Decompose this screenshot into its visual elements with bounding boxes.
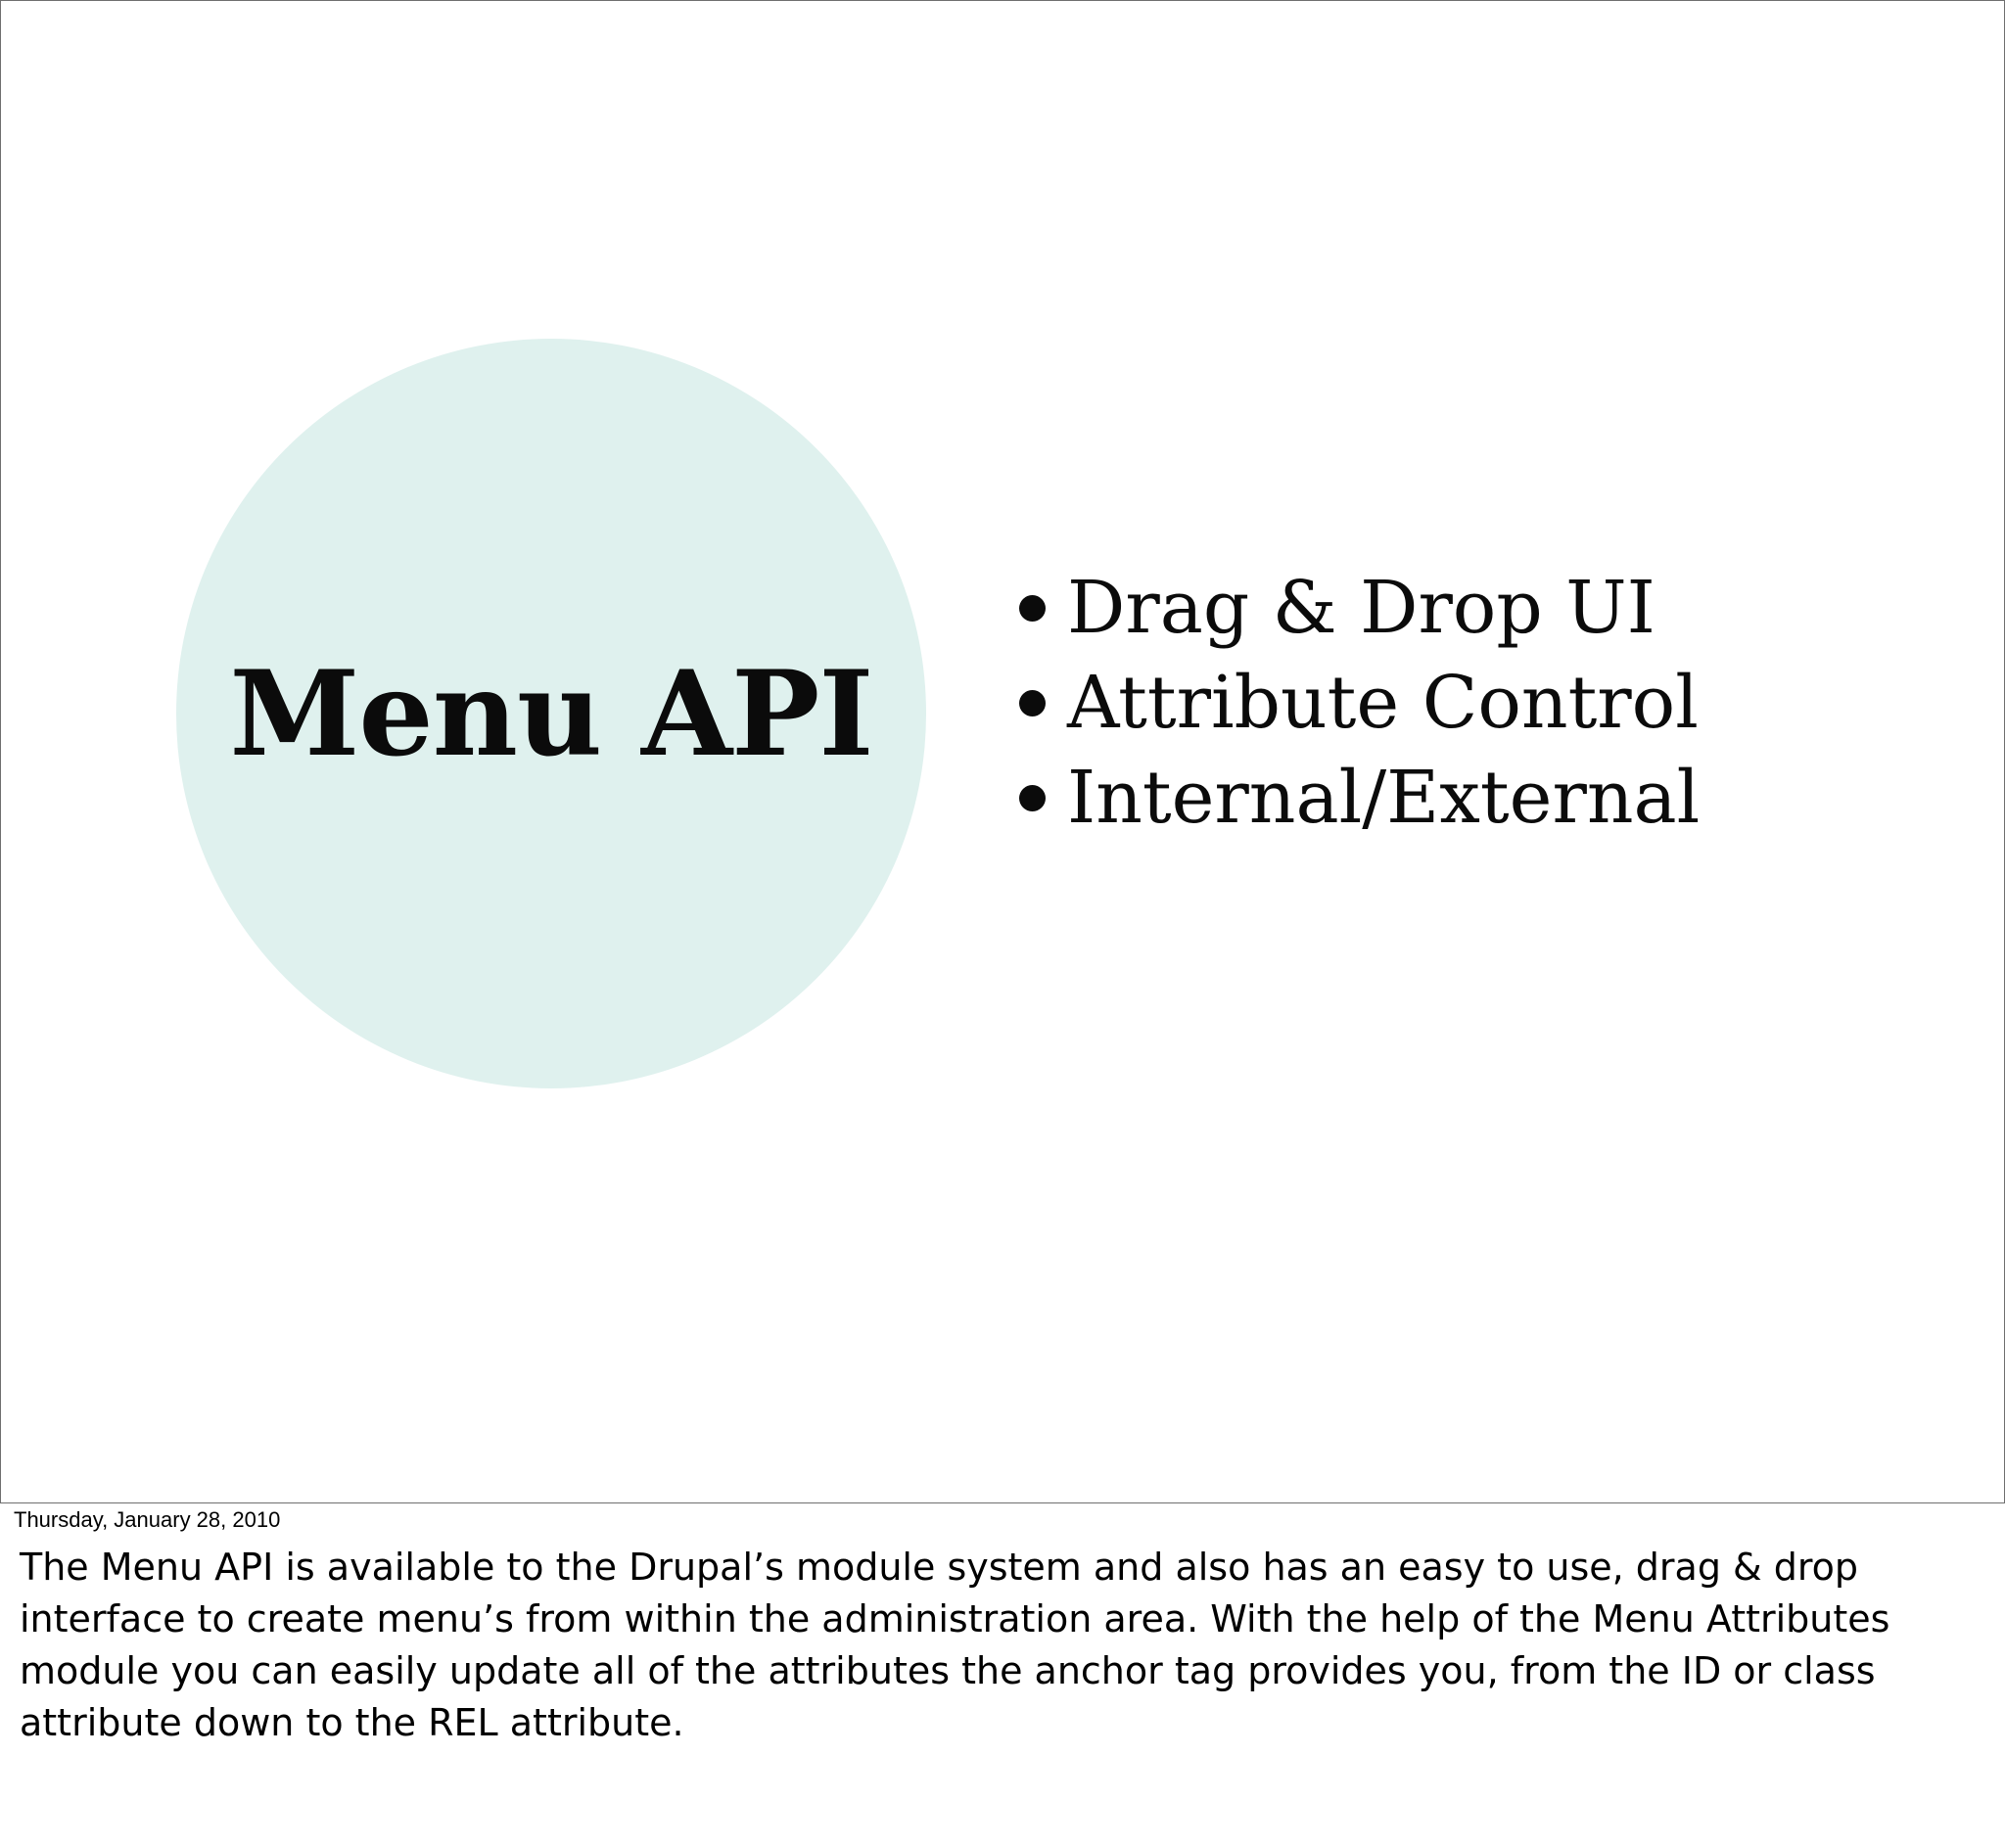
bullet-list: [1019, 561, 1700, 846]
bullet-dot-icon: [1019, 595, 1046, 622]
bullet-text: Drag & Drop UI: [1067, 566, 1655, 650]
speaker-notes: The Menu API is available to the Drupal’s module system and also has an easy to use, drag & drop interface to create menu’s from within the administration area. With the help of the Menu Attributes module you can easily update all of the attributes the anchor tag provides you, from the ID or class attribute down to the REL attribute.: [20, 1546, 1890, 1744]
bullet-dot-icon: [1019, 785, 1046, 811]
bullet-item: [1019, 751, 1700, 846]
bullet-item: [1019, 656, 1700, 751]
bullet-item: [1019, 561, 1700, 656]
slide-date: Thursday, January 28, 2010: [14, 1507, 281, 1532]
bullet-text: Internal/External: [1067, 756, 1701, 840]
bullet-dot-icon: [1019, 690, 1046, 716]
bullet-text: Attribute Control: [1067, 661, 1699, 745]
slide-title: Menu API: [229, 644, 873, 783]
